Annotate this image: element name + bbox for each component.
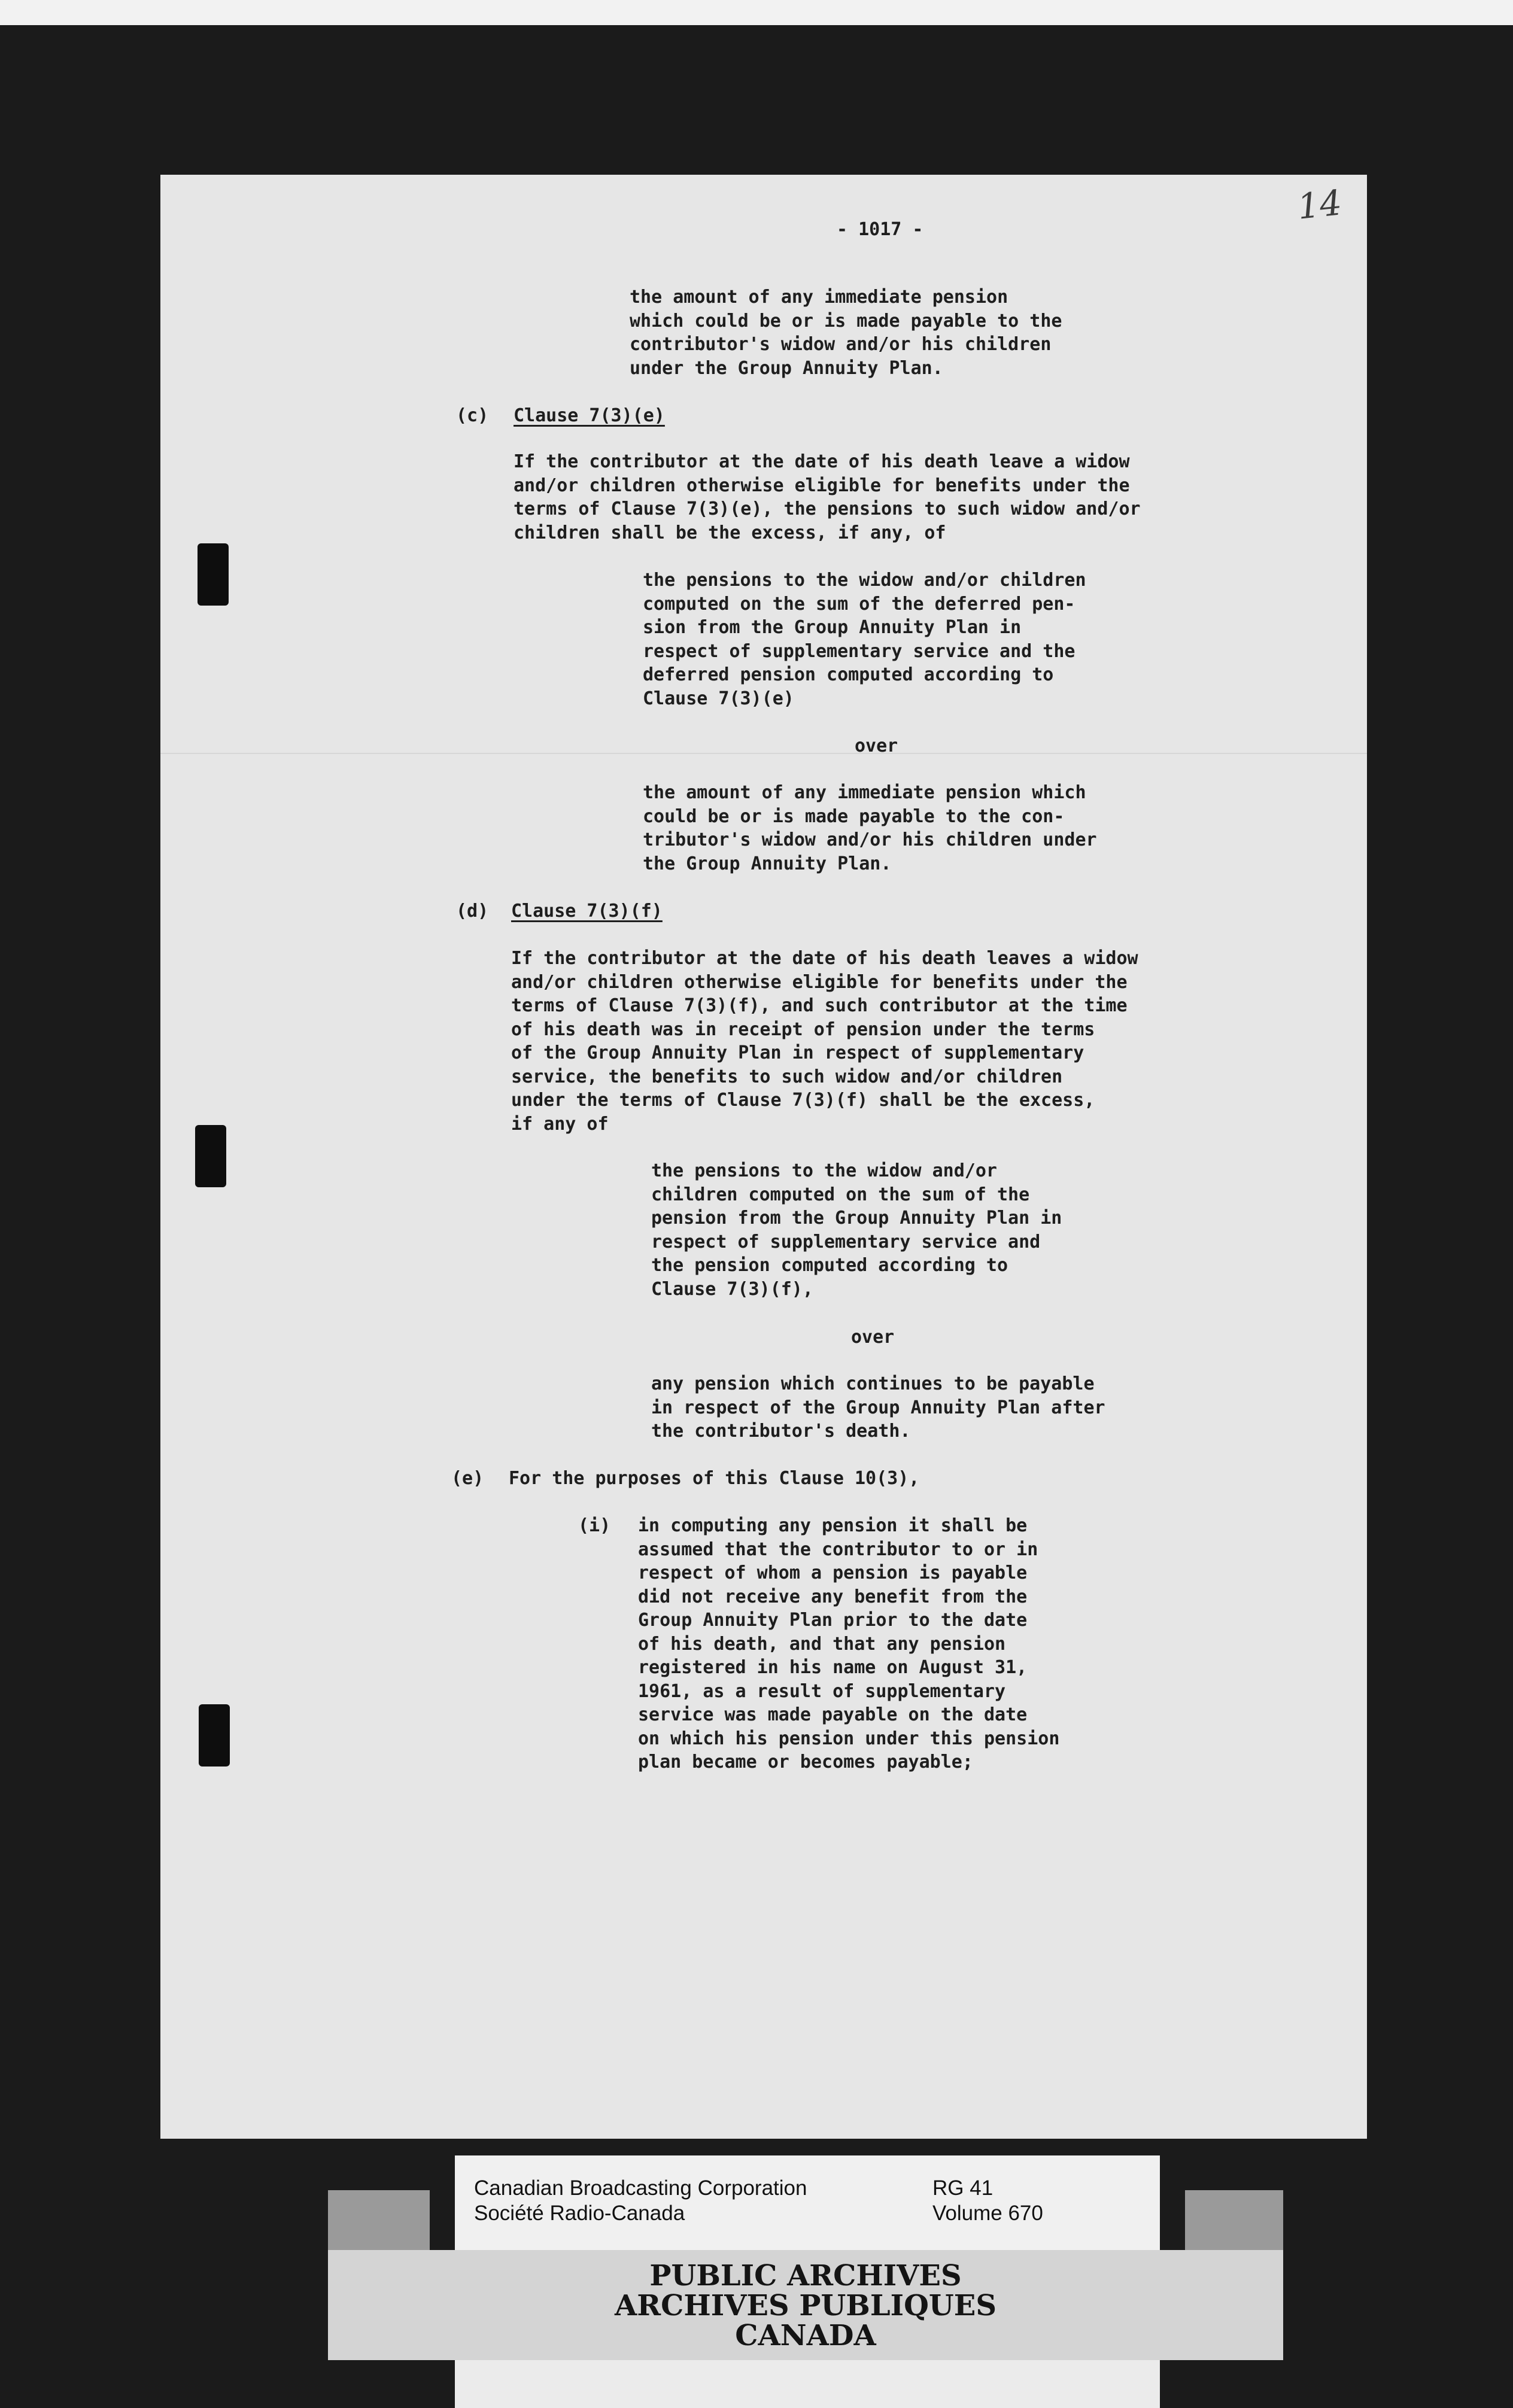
stamp-line-2: ARCHIVES PUBLIQUES	[615, 2289, 996, 2322]
section-c-over: over	[855, 735, 898, 756]
binder-tab-1	[198, 543, 229, 606]
archive-org-en: Canadian Broadcasting Corporation	[474, 2176, 807, 2200]
section-d-indent-2: any pension which continues to be payable in respect of the Group Annuity Plan after the contributor's death.	[651, 1373, 1105, 1442]
document-page	[160, 175, 1367, 2139]
stamp-line-1: PUBLIC ARCHIVES	[649, 2259, 962, 2293]
section-d-over: over	[851, 1327, 895, 1348]
section-e-marker: (e)	[451, 1468, 484, 1489]
scan-top-edge	[0, 0, 1513, 25]
section-d-heading: Clause 7(3)(f)	[511, 901, 663, 922]
section-e-i-marker: (i)	[578, 1515, 611, 1536]
section-c-indent-2: the amount of any immediate pension which could be or is made payable to the con- tributor's widow and/or his children under the Group Annuity Plan.	[643, 782, 1097, 874]
archives-stamp-text	[328, 2261, 1283, 2351]
section-e-text: For the purposes of this Clause 10(3),	[509, 1468, 920, 1489]
archives-stamp	[328, 2250, 1283, 2360]
archive-volume: Volume 670	[932, 2202, 1043, 2225]
binder-tab-2	[195, 1125, 226, 1187]
archive-org-fr: Société Radio-Canada	[474, 2202, 685, 2225]
section-d-paragraph: If the contributor at the date of his death leaves a widow and/or children otherwise eligible for benefits under the terms of Clause 7(3)(f), and such contributor at the time of his death was in receipt of pension under the terms of the Group Annuity Plan in respect of supplementary service, the benefits to such widow and/or children under the terms of Clause 7(3)(f) shall be the excess, if any of	[511, 948, 1138, 1135]
page-number: - 1017 -	[837, 219, 923, 240]
section-c-marker: (c)	[456, 405, 489, 426]
section-d-marker: (d)	[456, 901, 489, 922]
page-fold-line	[160, 753, 1367, 754]
folio-number: 14	[1295, 182, 1344, 227]
section-c-paragraph: If the contributor at the date of his death leave a widow and/or children otherwise eligible for benefits under the terms of Clause 7(3)(e), the pensions to such widow and/or children shall be the excess, if any, of	[514, 451, 1141, 543]
section-c-heading: Clause 7(3)(e)	[514, 405, 665, 426]
binder-tab-3	[199, 1704, 230, 1767]
scan-bottom-strip	[455, 2360, 1160, 2408]
section-d-indent-1: the pensions to the widow and/or children computed on the sum of the pension from the Group Annuity Plan in respect of supplementary service and the pension computed according to Clause 7(3)(f),	[651, 1160, 1062, 1300]
intro-paragraph: the amount of any immediate pension which could be or is made payable to the contributor's widow and/or his children under the Group Annuity Plan.	[630, 287, 1062, 379]
archive-record-group: RG 41	[932, 2176, 994, 2200]
section-e-i-text: in computing any pension it shall be assumed that the contributor to or in respect of whom a pension is payable did not receive any benefit from the Group Annuity Plan prior to the date of his death, and that any pension registered in his name on August 31, 1961, as a result of supplementary service was made payable on the date on which his pension under this pension plan became or becomes payable;	[638, 1515, 1060, 1772]
stamp-line-3: CANADA	[735, 2319, 876, 2352]
section-c-indent-1: the pensions to the widow and/or children computed on the sum of the deferred pen- sion from the Group Annuity Plan in respect of supplementary service and the deferred pension computed according to Clause 7(3)(e)	[643, 570, 1086, 709]
archive-label	[455, 2155, 1160, 2256]
